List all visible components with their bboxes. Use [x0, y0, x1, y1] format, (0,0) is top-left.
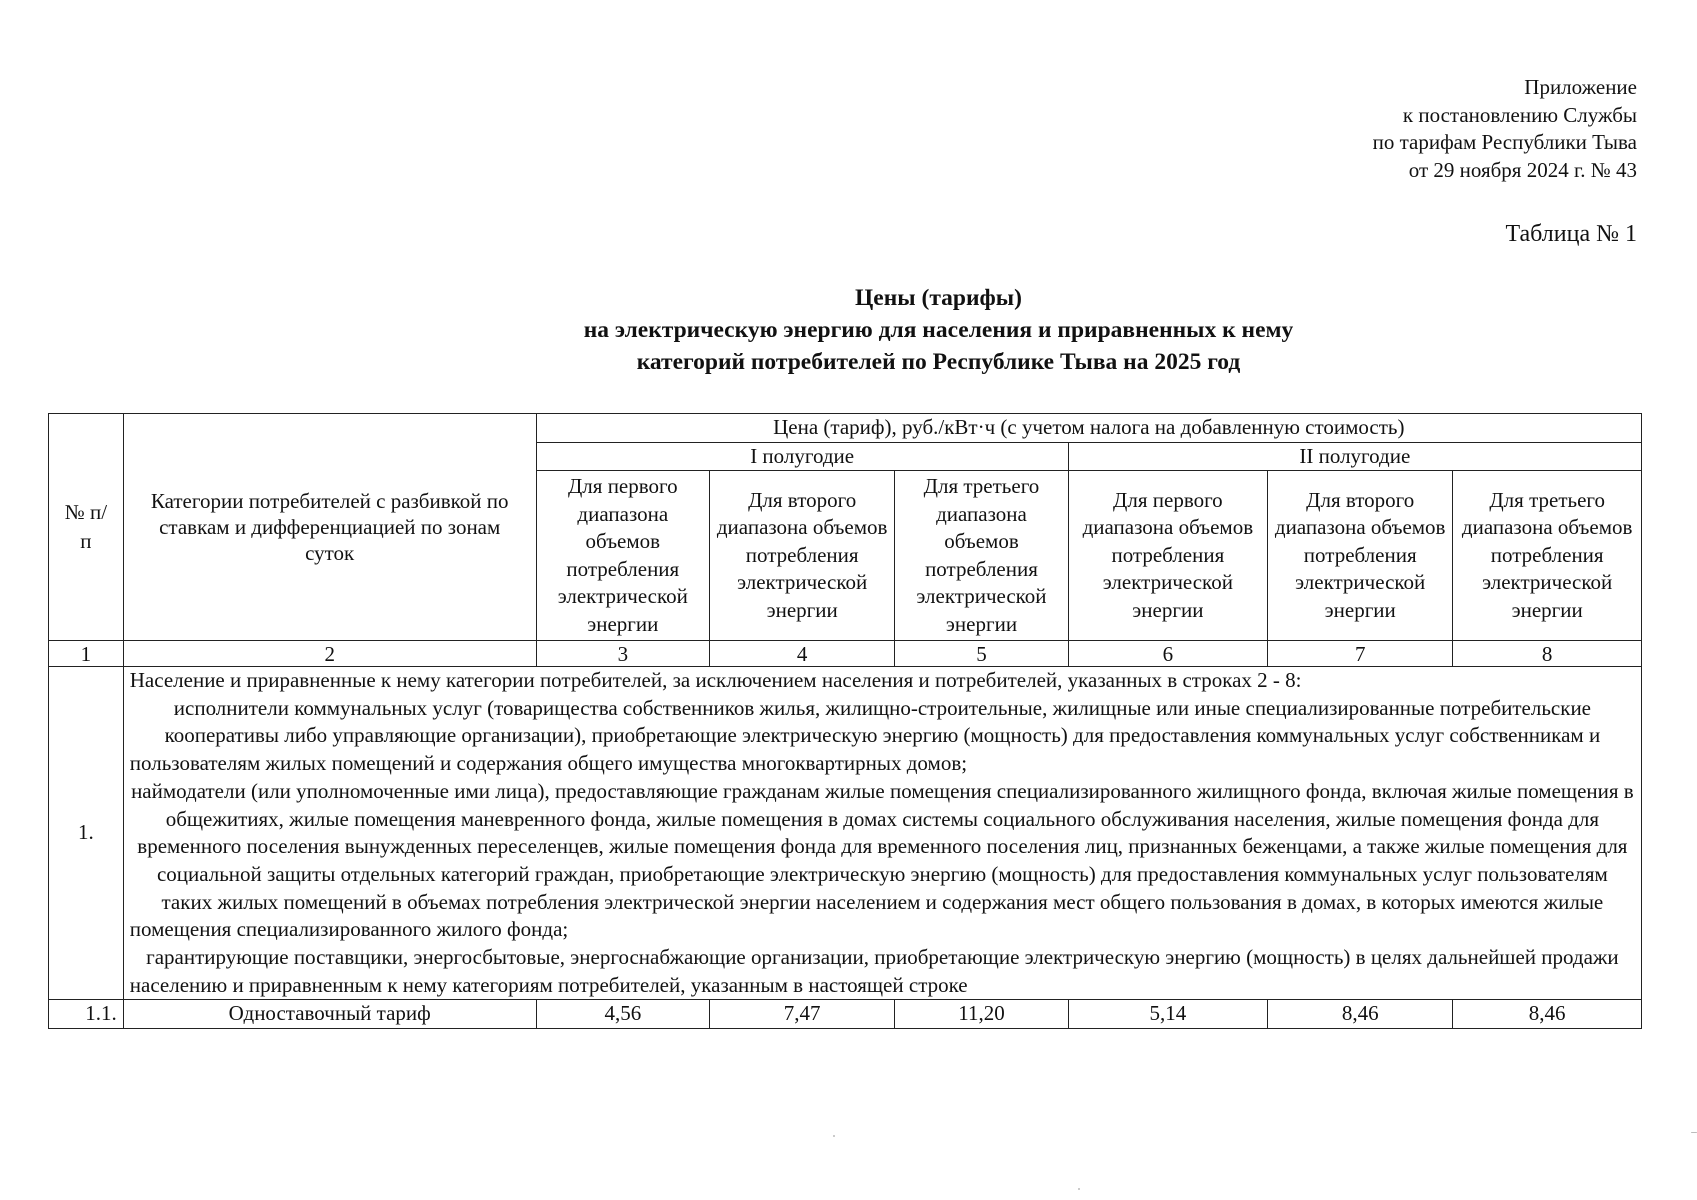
- title-line: категорий потребителей по Республике Тыва на 2025 год: [636, 349, 1241, 375]
- table-number: Таблица № 1: [1505, 221, 1637, 247]
- section-description: [123, 667, 1641, 1000]
- column-number: 6: [1068, 641, 1267, 667]
- column-number: 4: [710, 641, 895, 667]
- appendix-line: от 29 ноября 2024 г. № 43: [1408, 157, 1637, 182]
- scan-speck: [833, 1135, 835, 1137]
- row-value: 8,46: [1268, 1000, 1453, 1029]
- header-range: Для второго диапазона объемов потребления электрической энергии: [710, 471, 895, 641]
- section-paragraph: наймодатели (или уполномоченные ими лица), предоставляющие гражданам жилые помещения специализированного жилищного фонда, включая жилые помещения в общежитиях, жилые помещения маневренного фонда, жилые помещения в домах системы социального обслуживания населения, жилые помещения фонда для временного поселения вынужденных переселенцев, жилые помещения фонда для временного поселения лиц, признанных беженцами, а также жилые помещения для социальной защиты отдельных категорий граждан, приобретающие электрическую энергию (мощность) для предоставления коммунальных услуг пользователям таких жилых помещений в объемах потребления электрической энергии населением и содержания мест общего пользования в домах, в которых имеются жилые помещения специализированного жилого фонда;: [129, 778, 1634, 942]
- appendix-block: [1373, 74, 1637, 184]
- row-name: Одноставочный тариф: [123, 1000, 536, 1029]
- scan-speck: [1078, 1188, 1080, 1190]
- section-paragraph: Население и приравненные к нему категории потребителей, за исключением населения и потребителей, указанных в строках 2 - 8:: [129, 668, 1302, 692]
- table-row: [49, 1000, 1642, 1029]
- row-value: 5,14: [1068, 1000, 1267, 1029]
- header-range: Для третьего диапазона объемов потребления электрической энергии: [1453, 471, 1642, 641]
- column-number: 7: [1268, 641, 1453, 667]
- header-half-1: I полугодие: [536, 442, 1068, 471]
- appendix-line: по тарифам Республики Тыва: [1372, 130, 1637, 154]
- appendix-line: к постановлению Службы: [1402, 102, 1637, 127]
- header-range: Для первого диапазона объемов потребления электрической энергии: [1068, 471, 1267, 641]
- column-number: 5: [895, 641, 1068, 667]
- header-category: Категории потребителей с разбивкой по ставкам и дифференциацией по зонам суток: [123, 414, 536, 641]
- column-number: 2: [123, 641, 536, 667]
- header-num: № п/п: [49, 414, 124, 641]
- title-line: на электрическую энергию для населения и приравненных к нему: [583, 317, 1294, 343]
- section-paragraph: гарантирующие поставщики, энергосбытовые, энергоснабжающие организации, приобретающие электрическую энергию (мощность) в целях дальнейшей продажи населению и приравненным к нему категориям потребителей, указанным в настоящей строке: [129, 945, 1619, 997]
- column-number: 8: [1453, 641, 1642, 667]
- section-number: 1.: [49, 667, 124, 1000]
- header-range: Для третьего диапазона объемов потребления электрической энергии: [895, 471, 1068, 641]
- header-range: Для второго диапазона объемов потребления электрической энергии: [1268, 471, 1453, 641]
- header-range: Для первого диапазона объемов потребления электрической энергии: [536, 471, 709, 641]
- section-paragraph: исполнители коммунальных услуг (товарищества собственников жилья, жилищно-строительные, жилищные или иные специализированные потребительские кооперативы либо управляющие организации), приобретающие электрическую энергию (мощность) для предоставления коммунальных услуг собственникам и пользователям жилых помещений и содержания общего имущества многоквартирных домов;: [129, 695, 1601, 776]
- tariff-table: [48, 413, 1642, 1029]
- row-value: 8,46: [1453, 1000, 1642, 1029]
- header-price: Цена (тариф), руб./кВт·ч (с учетом налога на добавленную стоимость): [536, 414, 1641, 443]
- section-row: [49, 667, 1642, 1000]
- row-number: 1.1.: [49, 1000, 124, 1029]
- row-value: 4,56: [536, 1000, 709, 1029]
- header-half-2: II полугодие: [1068, 442, 1641, 471]
- row-value: 11,20: [895, 1000, 1068, 1029]
- document-title: [0, 282, 1697, 378]
- column-number: 1: [49, 641, 124, 667]
- title-line: Цены (тарифы): [855, 285, 1022, 311]
- scan-speck: [1691, 1132, 1697, 1133]
- appendix-line: Приложение: [1524, 75, 1637, 99]
- column-number: 3: [536, 641, 709, 667]
- row-value: 7,47: [710, 1000, 895, 1029]
